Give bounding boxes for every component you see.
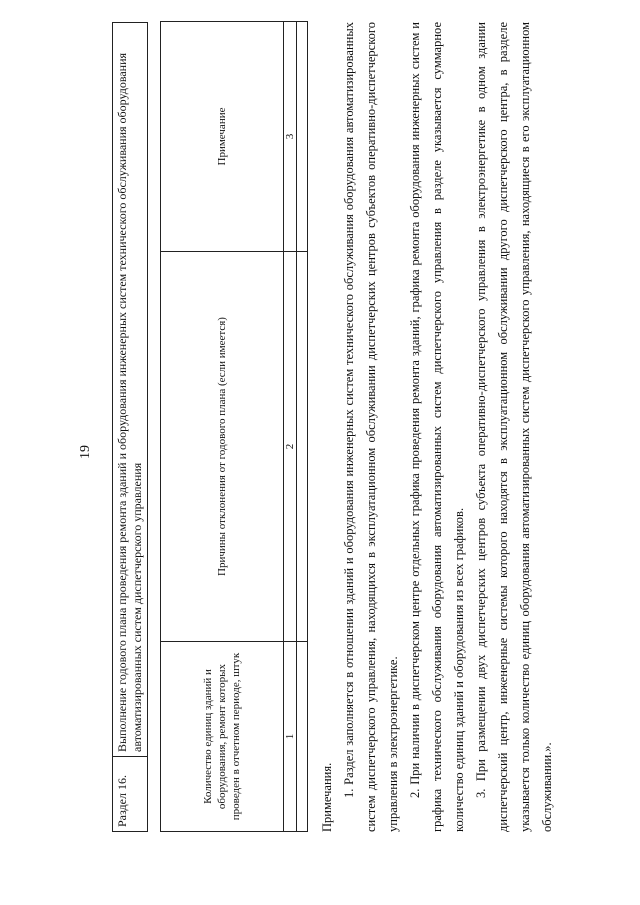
section-label: Раздел 16. (113, 757, 148, 832)
section-header-table (112, 22, 148, 832)
notes-title: Примечания. (320, 762, 334, 832)
report-table (160, 21, 308, 832)
column-number: 3 (284, 22, 297, 252)
rotated-document-page (60, 22, 580, 882)
table-cell (297, 642, 308, 832)
note-item-2: 2. При наличии в диспетчерском центре отдельных графика проведения ремонта зданий, графика ремонта оборудования инженерных систем и графика технического обслуживания оборудования автоматизированных систем диспетчерского управления в разделе указывается суммарное количество единиц зданий и оборудования из всех графиков. (408, 22, 466, 832)
section-title: Выполнение годового плана проведения ремонта зданий и оборудования инженерных систем технического обслуживания оборудования автоматизированных систем диспетчерского управления (113, 23, 148, 757)
table-cell (297, 22, 308, 252)
column-header-repaired-count: Количество единиц зданий и оборудования, ремонт которых проведен в отчетном периоде, штук (161, 642, 284, 832)
table-header-row (161, 22, 284, 832)
empty-data-row (297, 22, 308, 832)
column-number: 1 (284, 642, 297, 832)
notes-section (316, 22, 558, 832)
page-number: 19 (78, 445, 93, 459)
note-item-3: 3. При размещении двух диспетчерских центров субъекта оперативно-диспетчерского управления в электроэнергетике в одном здании диспетчерский центр, инженерные системы которого находятся в эксплуатационном обслуживании другого диспетчерского центра, в разделе указывается только количество единиц оборудования автоматизированных систем диспетчерского управления, находящиеся в его эксплуатационном обслуживании.». (474, 22, 554, 832)
note-item-1: 1. Раздел заполняется в отношении зданий и оборудования инженерных систем технического обслуживания оборудования автоматизированных систем диспетчерского управления, находящихся в эксплуатационном обслуживании диспетчерских центров субъектов оперативно-диспетчерского управления в электроэнергетике. (342, 22, 400, 832)
column-header-deviation-reasons: Причины отклонения от годового плана (если имеется) (161, 252, 284, 642)
table-cell (297, 252, 308, 642)
column-number: 2 (284, 252, 297, 642)
column-header-note: Примечание (161, 22, 284, 252)
column-number-row (284, 22, 297, 832)
